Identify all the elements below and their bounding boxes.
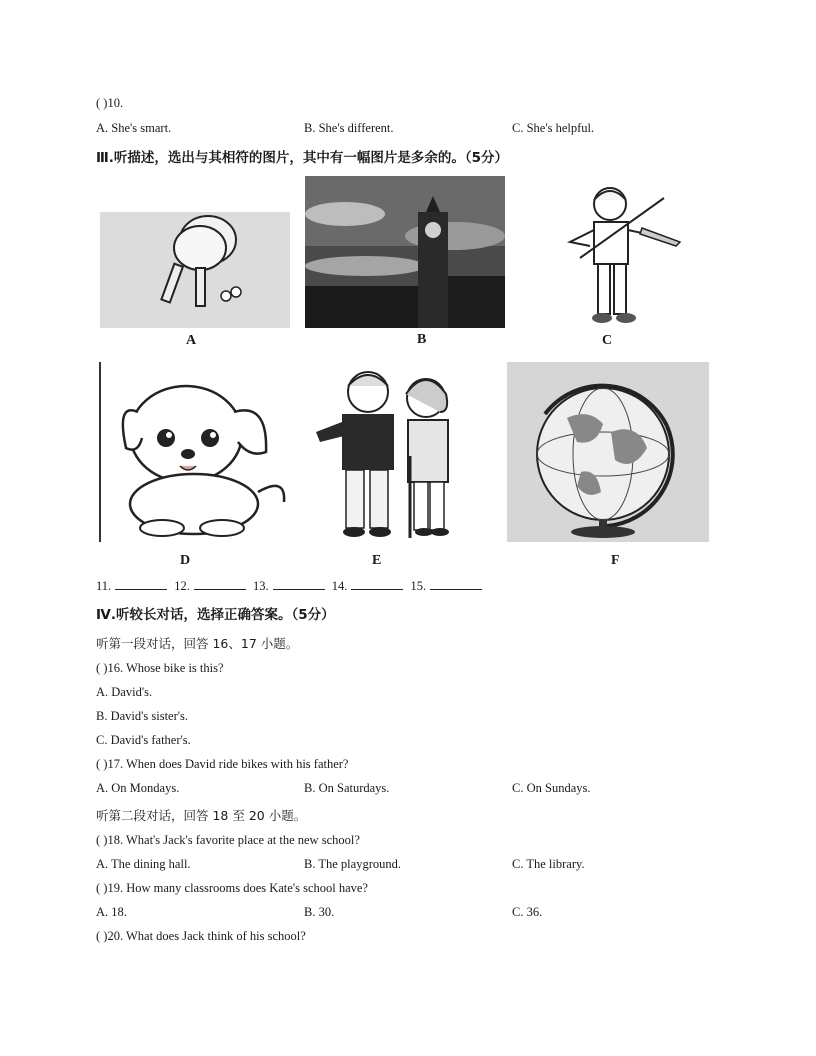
blank-14[interactable]	[351, 579, 403, 590]
picture-f	[507, 362, 709, 542]
blank-13-label: 13.	[253, 579, 269, 593]
elderly-couple-icon	[310, 362, 480, 542]
question-10-option-c[interactable]: C. She's helpful.	[512, 121, 595, 135]
picture-a-label: A	[186, 333, 197, 348]
question-10-option-a[interactable]: A. She's smart.	[96, 121, 172, 135]
question-16-option-c[interactable]: C. David's father's.	[96, 733, 191, 747]
question-17-option-c[interactable]: C. On Sundays.	[512, 781, 591, 795]
picture-c-label: C	[602, 333, 613, 348]
question-18-stem: ( )18. What's Jack's favorite place at the new school?	[96, 833, 360, 847]
question-19-stem: ( )19. How many classrooms does Kate's school have?	[96, 881, 368, 895]
question-16-stem: ( )16. Whose bike is this?	[96, 661, 224, 675]
question-19-option-a[interactable]: A. 18.	[96, 905, 127, 919]
picture-f-label: F	[611, 553, 620, 568]
globe-icon	[507, 362, 709, 542]
question-19-option-b[interactable]: B. 30.	[304, 905, 335, 919]
big-ben-tower-icon	[305, 176, 505, 328]
question-16-option-b[interactable]: B. David's sister's.	[96, 709, 189, 723]
dialog-1-intro: 听第一段对话，回答 16、17 小题。	[96, 636, 299, 651]
question-18-option-a[interactable]: A. The dining hall.	[96, 857, 191, 871]
question-18-option-c[interactable]: C. The library.	[512, 857, 585, 871]
answer-blanks-row	[96, 579, 486, 594]
question-10-stem: ( )10.	[96, 96, 124, 110]
blank-13[interactable]	[273, 579, 325, 590]
blank-15-label: 15.	[410, 579, 427, 593]
picture-e-label: E	[372, 553, 382, 568]
picture-b	[305, 176, 505, 328]
blank-11-label: 11.	[96, 579, 112, 593]
picture-d-label: D	[180, 553, 191, 568]
question-17-stem: ( )17. When does David ride bikes with his father?	[96, 757, 349, 771]
blank-14-label: 14.	[331, 579, 348, 593]
blank-11[interactable]	[115, 579, 167, 590]
section-3-heading: Ⅲ.听描述，选出与其相符的图片，其中有一幅图片是多余的。（5分）	[96, 150, 509, 166]
picture-e	[310, 362, 480, 542]
question-10-option-b[interactable]: B. She's different.	[304, 121, 394, 135]
dialog-2-intro: 听第二段对话，回答 18 至 20 小题。	[96, 808, 307, 823]
blank-12-label: 12.	[174, 579, 190, 593]
picture-d	[98, 362, 292, 542]
picture-a	[100, 212, 290, 328]
boy-violin-icon	[560, 180, 690, 328]
picture-b-label: B	[417, 332, 427, 347]
question-19-option-c[interactable]: C. 36.	[512, 905, 543, 919]
section-4-heading: Ⅳ.听较长对话，选择正确答案。（5分）	[96, 607, 335, 623]
question-17-option-a[interactable]: A. On Mondays.	[96, 781, 180, 795]
picture-c	[560, 180, 690, 328]
question-16-option-a[interactable]: A. David's.	[96, 685, 153, 699]
question-17-option-b[interactable]: B. On Saturdays.	[304, 781, 390, 795]
ping-pong-paddles-icon	[100, 212, 290, 328]
blank-12[interactable]	[194, 579, 246, 590]
blank-15[interactable]	[430, 579, 482, 590]
question-18-option-b[interactable]: B. The playground.	[304, 857, 401, 871]
puppy-icon	[98, 362, 292, 542]
question-20-stem: ( )20. What does Jack think of his school?	[96, 929, 306, 943]
